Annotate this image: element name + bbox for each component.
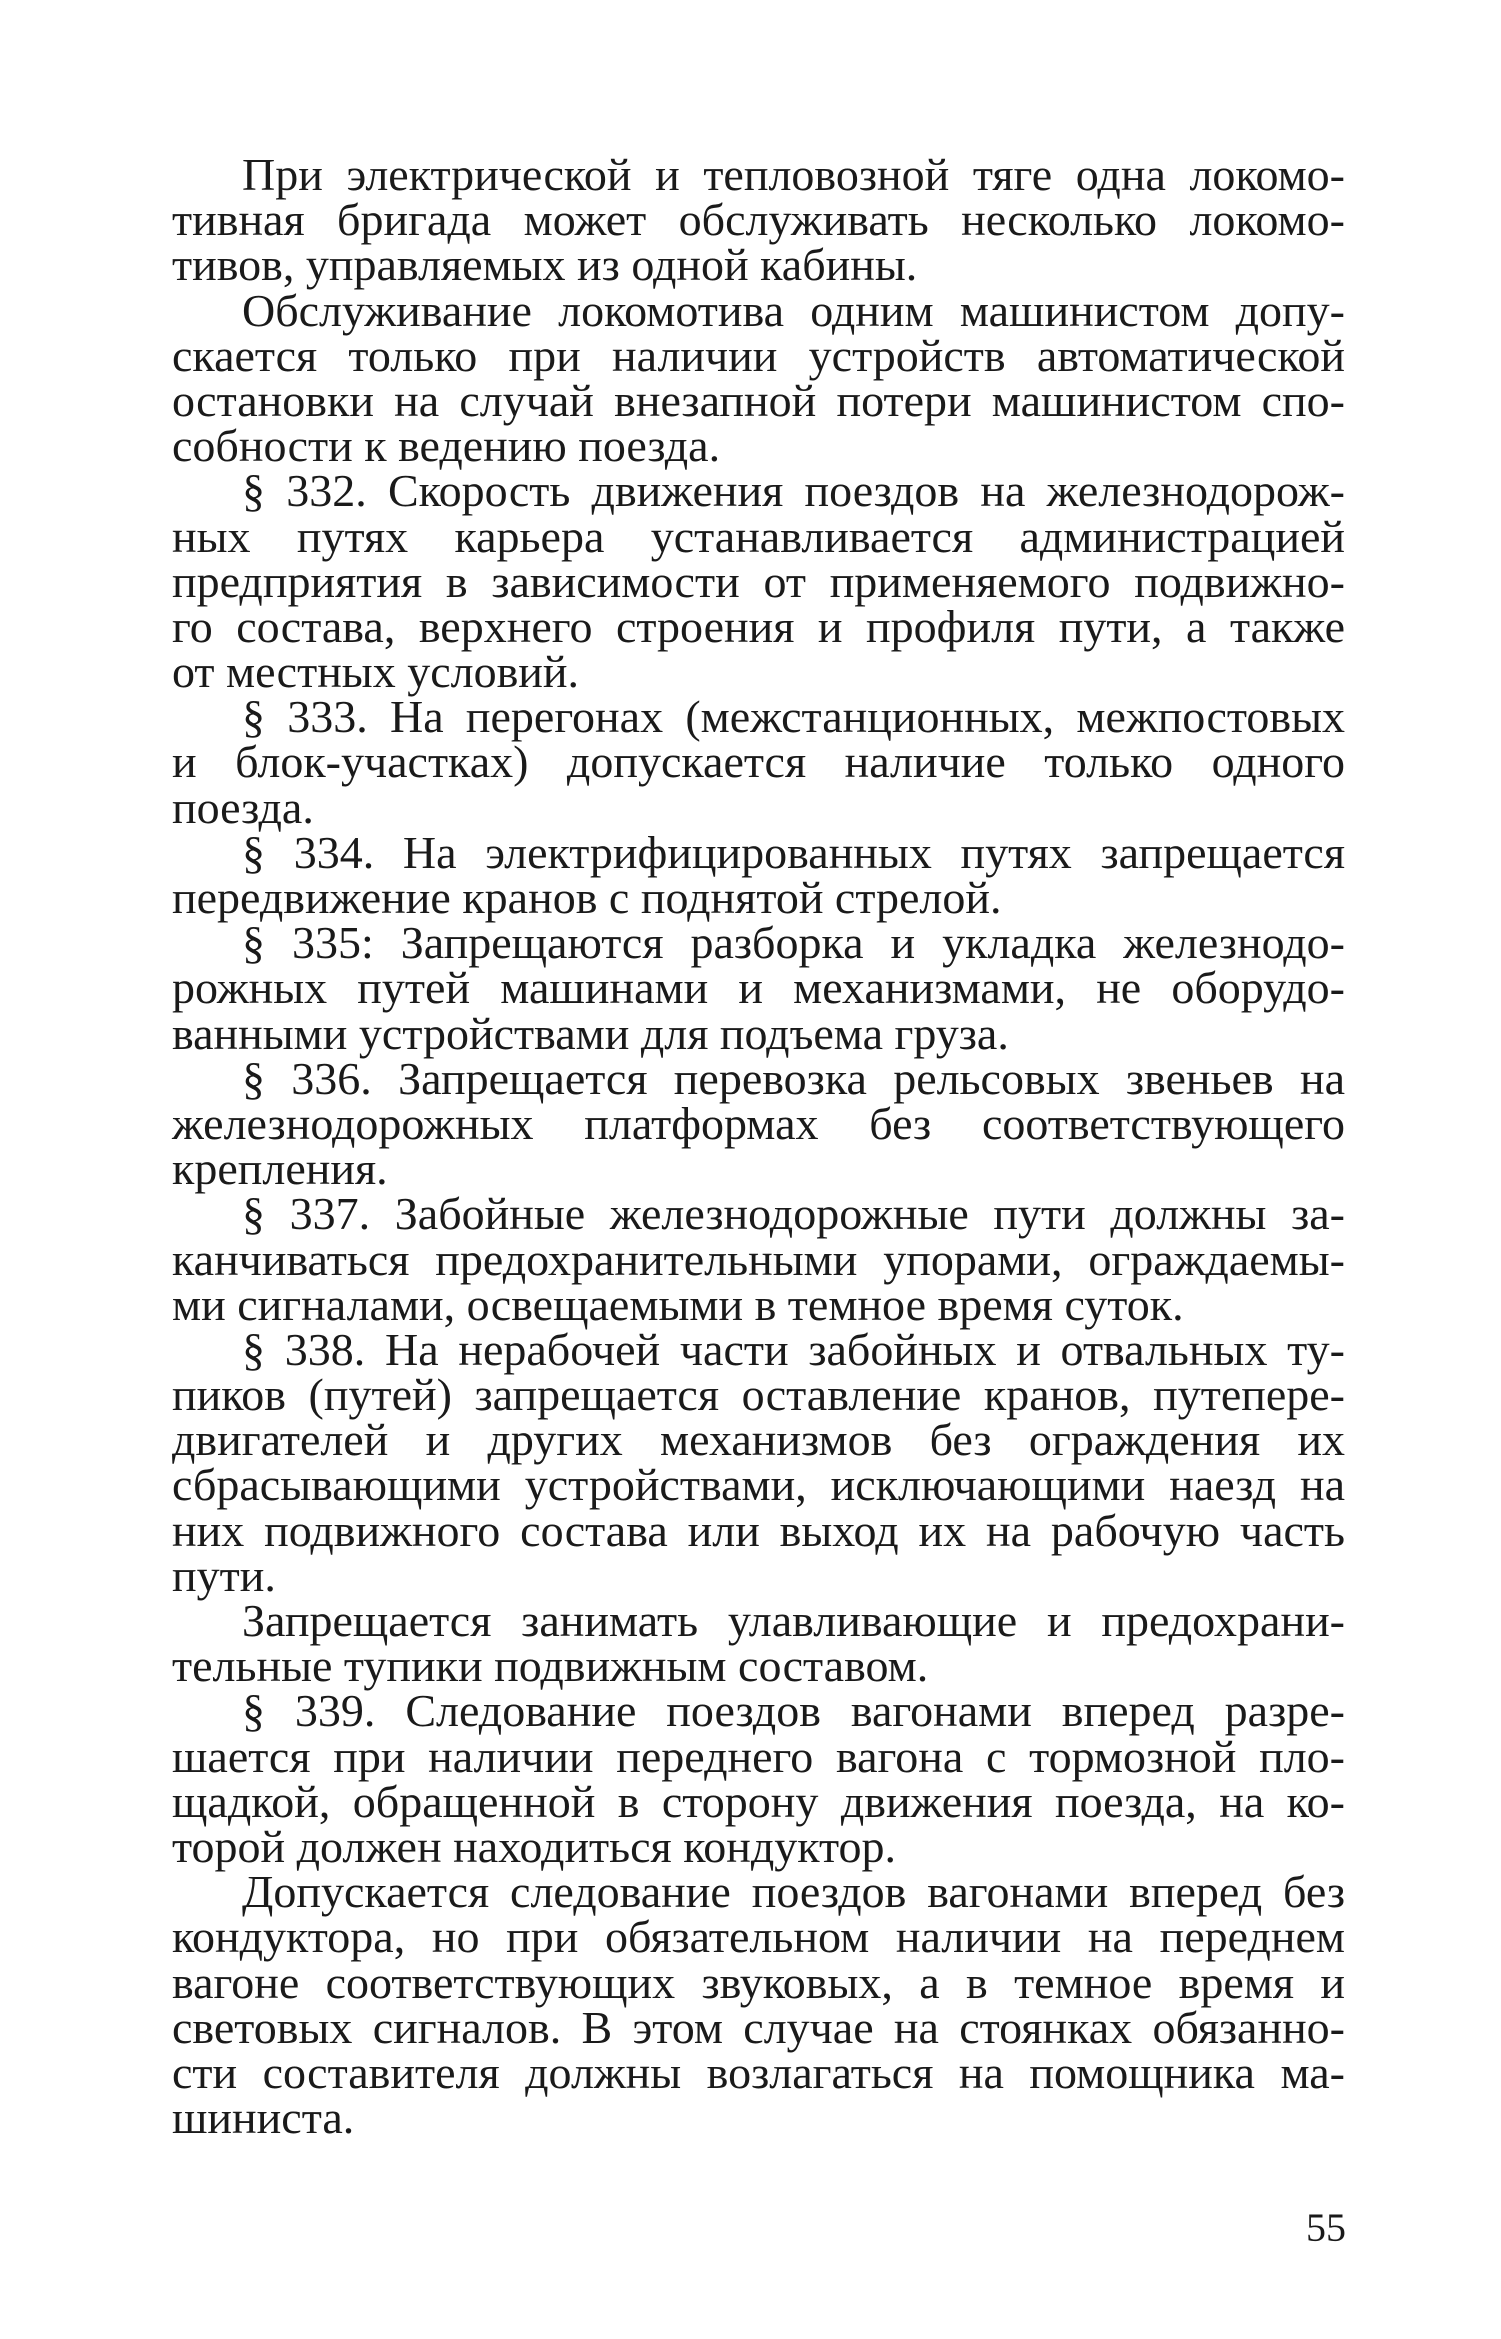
text-line: рожных путей машинами и механизмами, не оборудо- [172,962,1345,1014]
paragraph [172,284,1345,472]
text-line: двигателей и других механизмов без ограждения их [172,1414,1345,1466]
text-line: сти составителя должны возлагаться на помощника ма- [172,2046,1345,2098]
text-line: остановки на случай внезапной потери машинистом спо- [172,374,1345,426]
text-line: тельные тупики подвижным составом. [172,1640,929,1692]
text-line: Обслуживание локомотива одним машинистом допу- [242,284,1345,336]
text-line: тивов, управляемых из одной кабины. [172,239,918,291]
paragraph [172,465,1345,698]
text-line: ми сигналами, освещаемыми в темное время суток. [172,1278,1184,1330]
text-line: шается при наличии переднего вагона с тормозной пло- [172,1730,1345,1782]
paragraph [172,1188,1345,1330]
text-line: § 339. Следование поездов вагонами вперед разре- [242,1685,1345,1737]
text-line: и блок-участках) допускается наличие только одного [172,736,1345,788]
text-line: скается только при наличии устройств автоматической [172,329,1345,381]
text-line: § 336. Запрещается перевозка рельсовых звеньев на [242,1052,1345,1104]
paragraph [172,149,1345,291]
text-line: § 334. На электрифицированных путях запрещается [242,826,1345,878]
paragraph [172,1323,1345,1601]
text-line: щадкой, обращенной в сторону движения поезда, на ко- [172,1775,1345,1827]
text-line: вагоне соответствующих звуковых, а в темное время и [172,1956,1345,2008]
paragraph [172,1052,1345,1195]
text-line: § 332. Скорость движения поездов на железнодорож- [242,465,1345,517]
paragraph [172,1866,1345,2144]
text-line: пути. [172,1549,276,1601]
text-line: го состава, верхнего строения и профиля пути, а также [172,600,1345,652]
text-line: § 333. На перегонах (межстанционных, межпостовых [242,691,1345,743]
text-line: пиков (путей) запрещается оставление кранов, путепере- [172,1369,1345,1421]
text-line: ванными устройствами для подъема груза. [172,1007,1009,1059]
paragraph [172,826,1345,923]
page-number: 55 [1306,2205,1346,2250]
text-line: от местных условий. [172,646,580,698]
paragraph [172,691,1345,833]
text-line: сбрасывающими устройствами, исключающими наезд на [172,1459,1345,1511]
paragraph [172,917,1345,1059]
text-line: железнодорожных платформах без соответствующего [172,1097,1345,1149]
paragraph [172,1685,1345,1872]
text-line: кондуктора, но при обязательном наличии на переднем [172,1911,1345,1963]
page-body [172,149,1345,2144]
text-line: крепления. [172,1143,388,1195]
text-line: передвижение кранов с поднятой стрелой. [172,872,1002,923]
text-line: ных путях карьера устанавливается администрацией [172,510,1345,562]
text-line: Запрещается занимать улавливающие и предохрани- [242,1595,1345,1646]
text-line: § 338. На нерабочей части забойных и отвальных ту- [242,1323,1345,1375]
text-line: При электрической и тепловозной тяге одна локомо- [242,149,1345,200]
text-line: шиниста. [172,2092,355,2144]
text-line: § 337. Забойные железнодорожные пути должны за- [242,1188,1345,1240]
text-line: канчиваться предохранительными упорами, ограждаемы- [172,1233,1345,1285]
text-line: световых сигналов. В этом случае на стоянках обязанно- [172,2001,1345,2053]
text-line: § 335: Запрещаются разборка и укладка железнодо- [242,917,1345,969]
text-line: предприятия в зависимости от применяемого подвижно- [172,555,1345,607]
text-line: Допускается следование поездов вагонами вперед без [242,1866,1345,1918]
text-line: них подвижного состава или выход их на рабочую часть [172,1504,1345,1556]
paragraph [172,1595,1345,1692]
text-line: торой должен находиться кондуктор. [172,1820,896,1872]
text-line: поезда. [172,781,314,833]
text-line: тивная бригада может обслуживать несколько локомо- [172,194,1345,246]
text-line: собности к ведению поезда. [172,420,721,472]
